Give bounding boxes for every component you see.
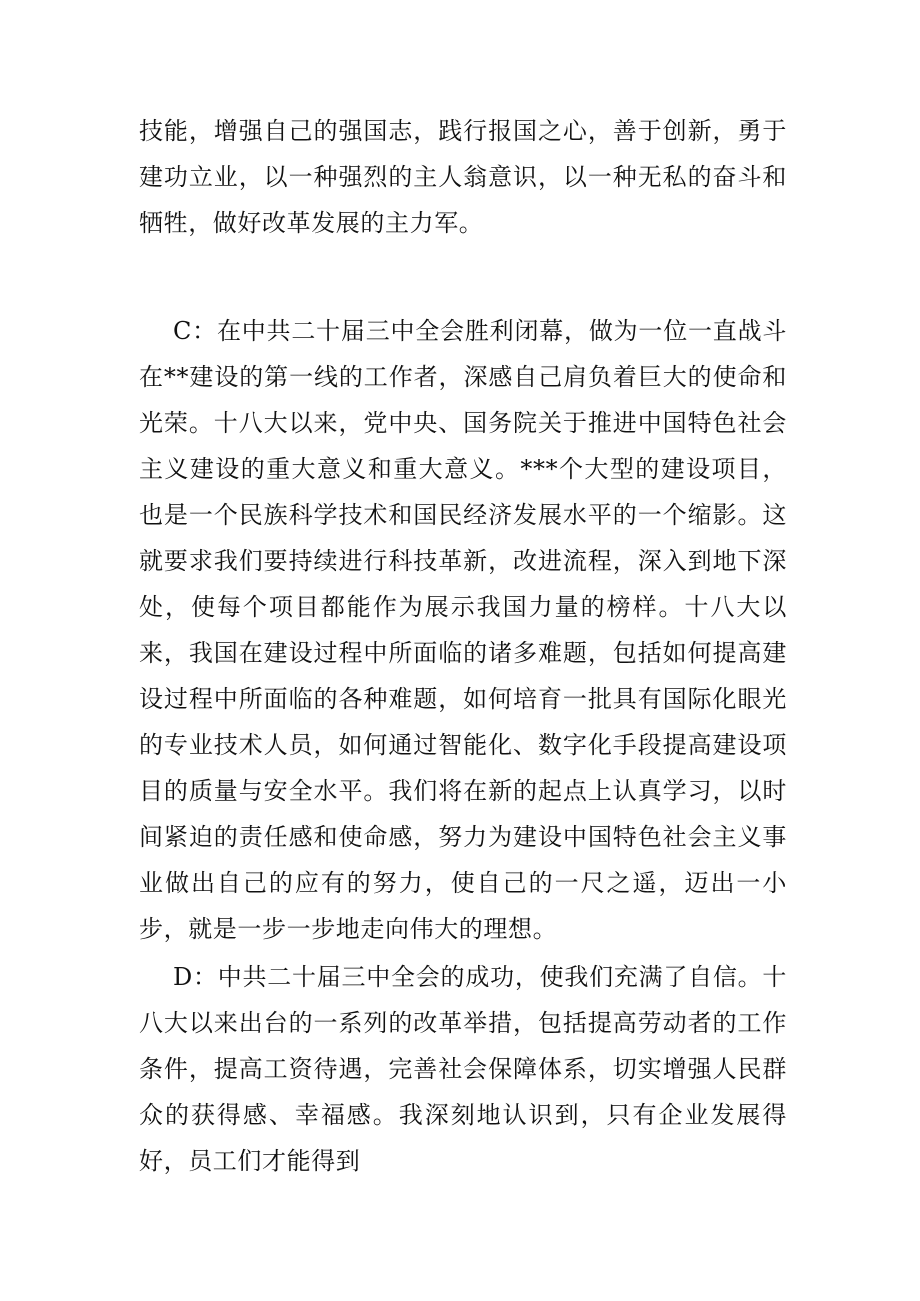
paragraph-d: D：中共二十届三中全会的成功，使我们充满了自信。十八大以来出台的一系列的改革举措，包括提高劳动者的工作条件，提高工资待遇，完善社会保障体系，切实增强人民群众的获得感、幸福感。我深刻地认识到，只有企业发展得好，员工们才能得到 [139, 963, 787, 1175]
paragraph-continuation: 技能，增强自己的强国志，践行报国之心，善于创新，勇于建功立业，以一种强烈的主人翁意识，以一种无私的奋斗和牺牲，做好改革发展的主力军。 [139, 117, 787, 237]
paragraph-c: C：在中共二十届三中全会胜利闭幕，做为一位一直战斗在**建设的第一线的工作者，深感自己肩负着巨大的使命和光荣。十八大以来，党中央、国务院关于推进中国特色社会主义建设的重大意义和重大意义。***个大型的建设项目，也是一个民族科学技术和国民经济发展水平的一个缩影。这就要求我们要持续进行科技革新，改进流程，深入到地下深处，使每个项目都能作为展示我国力量的榜样。十八大以来，我国在建设过程中所面临的诸多难题，包括如何提高建设过程中所面临的各种难题，如何培育一批具有国际化眼光的专业技术人员，如何通过智能化、数字化手段提高建设项目的质量与安全水平。我们将在新的起点上认真学习，以时间紧迫的责任感和使命感，努力为建设中国特色社会主义事业做出自己的应有的努力，使自己的一尺之遥，迈出一小步，就是一步一步地走向伟大的理想。 [139, 317, 787, 943]
